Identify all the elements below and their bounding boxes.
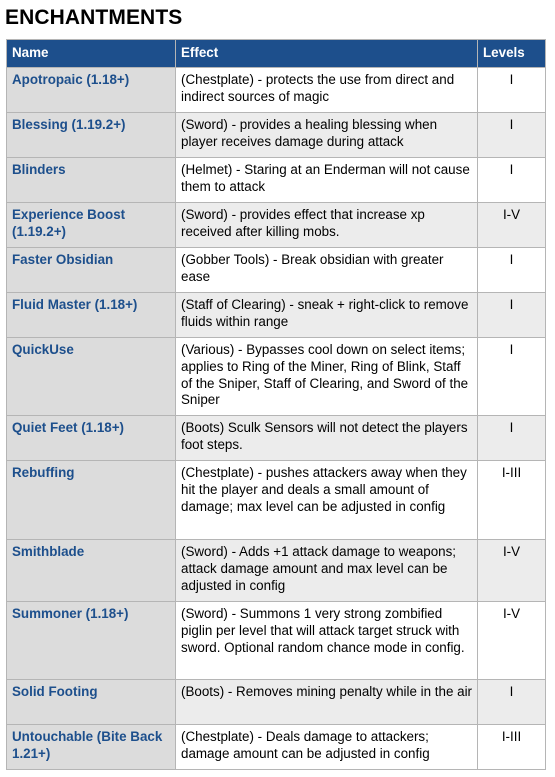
enchantment-effect: (Sword) - provides a healing blessing when player receives damage during attack <box>176 113 478 158</box>
enchantment-levels: I-V <box>478 602 546 680</box>
table-row <box>7 68 546 113</box>
column-header-levels: Levels <box>478 40 546 68</box>
column-header-effect: Effect <box>176 40 478 68</box>
table-header-row <box>7 40 546 68</box>
enchantment-levels: I <box>478 416 546 461</box>
table-row <box>7 725 546 770</box>
enchantment-effect: (Boots) Sculk Sensors will not detect the players foot steps. <box>176 416 478 461</box>
table-row <box>7 416 546 461</box>
enchantment-levels: I-III <box>478 461 546 540</box>
table-row <box>7 203 546 248</box>
enchantment-effect: (Sword) - provides effect that increase xp received after killing mobs. <box>176 203 478 248</box>
enchantment-levels: I <box>478 680 546 725</box>
enchantment-effect: (Staff of Clearing) - sneak + right-click to remove fluids within range <box>176 293 478 338</box>
enchantment-effect: (Various) - Bypasses cool down on select items; applies to Ring of the Miner, Ring of Blink, Staff of the Sniper, Staff of Clearing, and Sword of the Sniper <box>176 338 478 416</box>
column-header-name: Name <box>7 40 176 68</box>
enchantment-name: Smithblade <box>7 540 176 602</box>
table-row <box>7 338 546 416</box>
enchantment-name: Solid Footing <box>7 680 176 725</box>
enchantment-name: Quiet Feet (1.18+) <box>7 416 176 461</box>
enchantment-effect: (Boots) - Removes mining penalty while in the air <box>176 680 478 725</box>
enchantment-name: Rebuffing <box>7 461 176 540</box>
table-row <box>7 680 546 725</box>
page-title: ENCHANTMENTS <box>5 6 183 29</box>
table-row <box>7 158 546 203</box>
enchantment-name: Faster Obsidian <box>7 248 176 293</box>
enchantment-effect: (Helmet) - Staring at an Enderman will not cause them to attack <box>176 158 478 203</box>
enchantment-effect: (Sword) - Summons 1 very strong zombified piglin per level that will attack target struck with sword. Optional random chance mode in config. <box>176 602 478 680</box>
enchantments-table <box>6 39 546 770</box>
table-row <box>7 293 546 338</box>
enchantment-name: QuickUse <box>7 338 176 416</box>
enchantment-levels: I <box>478 68 546 113</box>
enchantment-levels: I <box>478 248 546 293</box>
enchantment-effect: (Chestplate) - protects the use from direct and indirect sources of magic <box>176 68 478 113</box>
enchantment-name: Summoner (1.18+) <box>7 602 176 680</box>
enchantment-levels: I <box>478 158 546 203</box>
enchantment-name: Experience Boost (1.19.2+) <box>7 203 176 248</box>
enchantment-levels: I <box>478 113 546 158</box>
table-row <box>7 602 546 680</box>
enchantment-levels: I-III <box>478 725 546 770</box>
table-row <box>7 540 546 602</box>
enchantment-effect: (Chestplate) - Deals damage to attackers; damage amount can be adjusted in config <box>176 725 478 770</box>
enchantment-levels: I-V <box>478 203 546 248</box>
enchantment-name: Blinders <box>7 158 176 203</box>
enchantment-name: Apotropaic (1.18+) <box>7 68 176 113</box>
table-row <box>7 113 546 158</box>
table-row <box>7 461 546 540</box>
enchantment-effect: (Gobber Tools) - Break obsidian with greater ease <box>176 248 478 293</box>
enchantment-name: Untouchable (Bite Back 1.21+) <box>7 725 176 770</box>
enchantment-effect: (Chestplate) - pushes attackers away when they hit the player and deals a small amount of damage; max level can be adjusted in config <box>176 461 478 540</box>
enchantment-levels: I <box>478 293 546 338</box>
enchantment-levels: I <box>478 338 546 416</box>
table-row <box>7 248 546 293</box>
enchantment-name: Fluid Master (1.18+) <box>7 293 176 338</box>
enchantment-effect: (Sword) - Adds +1 attack damage to weapons; attack damage amount and max level can be adjusted in config <box>176 540 478 602</box>
enchantment-levels: I-V <box>478 540 546 602</box>
enchantment-name: Blessing (1.19.2+) <box>7 113 176 158</box>
